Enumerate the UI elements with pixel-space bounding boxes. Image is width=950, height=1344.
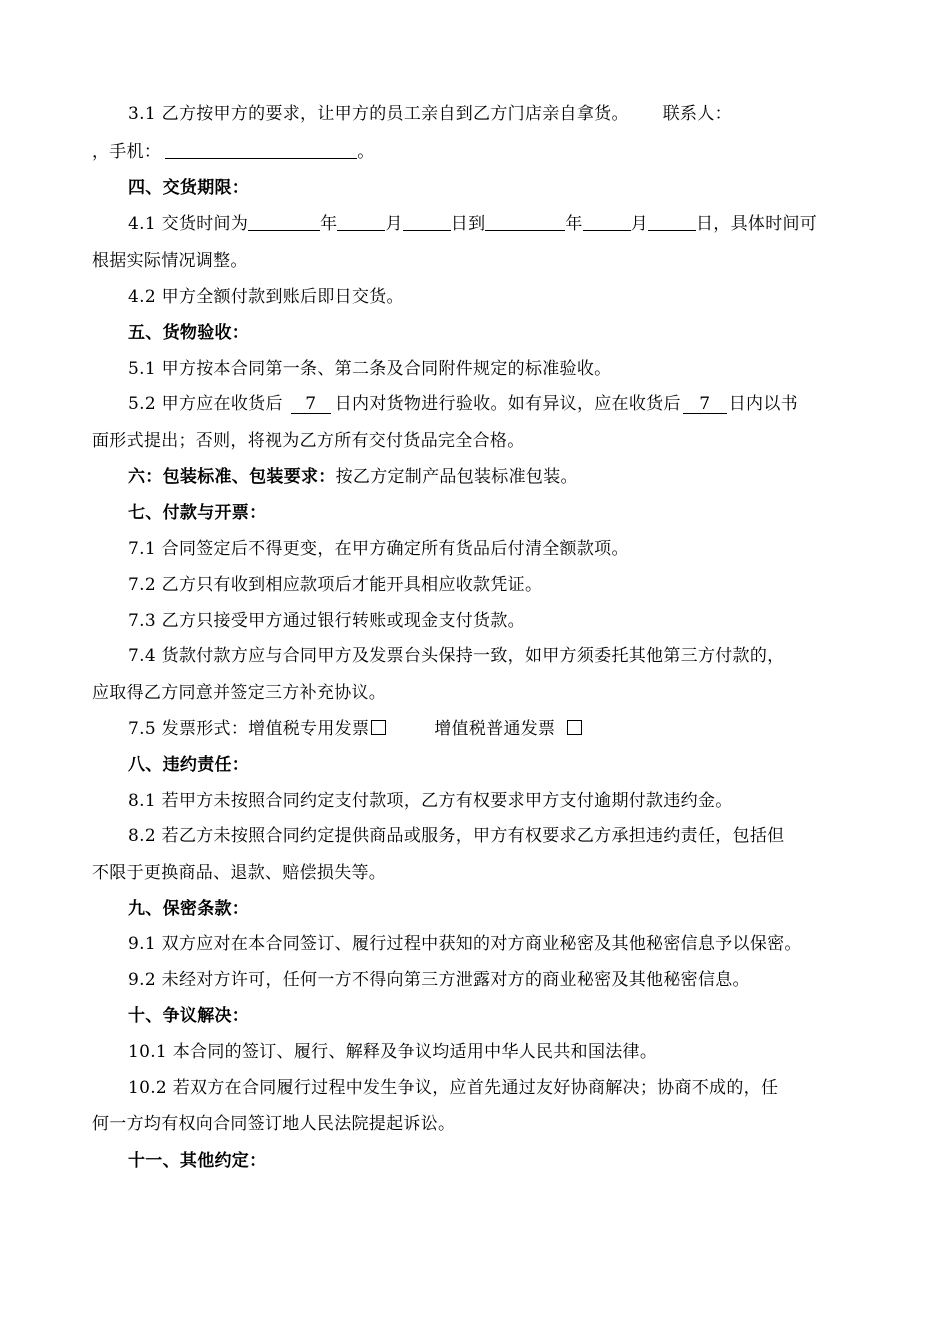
clause-10-2: 10.2 若双方在合同履行过程中发生争议，应首先通过友好协商解决；协商不成的，任: [128, 1078, 779, 1098]
phone-blank[interactable]: [165, 142, 357, 159]
contact-label: 联系人：: [662, 104, 732, 124]
start-day-blank[interactable]: [403, 214, 451, 231]
clause-7-2: 7.2 乙方只有收到相应款项后才能开具相应收款凭证。: [128, 575, 543, 595]
clause-3-1-cont: [92, 142, 950, 162]
invoice-general-label: 增值税普通发票: [434, 719, 556, 739]
month-label: 月: [630, 214, 648, 234]
start-month-blank[interactable]: [337, 214, 385, 231]
clause-8-1: 8.1 若甲方未按照合同约定支付款项，乙方有权要求甲方支付逾期付款违约金。: [128, 791, 733, 811]
clause-8-2-cont: 不限于更换商品、退款、赔偿损失等。: [92, 863, 387, 883]
day-end-label: 日，具体时间可: [696, 214, 818, 234]
clause-5-2-cont: 面形式提出；否则，将视为乙方所有交付货品完全合格。: [92, 431, 525, 451]
clause-4-1-text: 4.1 交货时间为: [128, 214, 249, 234]
day-to-label: 日到: [450, 214, 486, 234]
clause-5-1: 5.1 甲方按本合同第一条、第二条及合同附件规定的标准验收。: [128, 359, 612, 379]
month-label: 月: [385, 214, 403, 234]
clause-7-3: 7.3 乙方只接受甲方通过银行转账或现金支付货款。: [128, 611, 525, 631]
clause-3-1-text: 3.1 乙方按甲方的要求，让甲方的员工亲自到乙方门店亲自拿货。: [128, 104, 629, 124]
clause-7-4-cont: 应取得乙方同意并签定三方补充协议。: [92, 683, 387, 703]
invoice-special-label: 增值税专用发票: [248, 719, 370, 739]
clause-9-2: 9.2 未经对方许可，任何一方不得向第三方泄露对方的商业秘密及其他秘密信息。: [128, 970, 750, 990]
objection-days: 7: [683, 395, 727, 414]
phone-label: ，手机：: [92, 142, 162, 162]
clause-5-2-text-b: 日内对货物进行验收。如有异议，应在收货后: [334, 394, 681, 414]
clause-7-4: 7.4 货款付款方应与合同甲方及发票台头保持一致，如甲方须委托其他第三方付款的，: [128, 646, 785, 666]
inspection-days: 7: [291, 395, 331, 414]
section-11-heading: 十一、其他约定：: [128, 1151, 267, 1171]
section-10-heading: 十、争议解决：: [128, 1006, 250, 1026]
clause-10-1: 10.1 本合同的签订、履行、解释及争议均适用中华人民共和国法律。: [128, 1042, 658, 1062]
clause-5-2-text-c: 日内以书: [728, 394, 798, 414]
end-year-blank[interactable]: [485, 214, 565, 231]
clause-4-1: [128, 214, 950, 234]
clause-7-1: 7.1 合同签定后不得更变，在甲方确定所有货品后付清全额款项。: [128, 539, 629, 559]
invoice-type-label: 7.5 发票形式：: [128, 719, 249, 739]
clause-4-1-cont: 根据实际情况调整。: [92, 251, 248, 271]
year-label: 年: [565, 214, 583, 234]
end-day-blank[interactable]: [648, 214, 696, 231]
clause-9-1: 9.1 双方应对在本合同签订、履行过程中获知的对方商业秘密及其他秘密信息予以保密。: [128, 934, 802, 954]
end-month-blank[interactable]: [583, 214, 631, 231]
section-6: [128, 467, 950, 487]
clause-8-2: 8.2 若乙方未按照合同约定提供商品或服务，甲方有权要求乙方承担违约责任，包括但: [128, 826, 785, 846]
section-8-heading: 八、违约责任：: [128, 755, 250, 775]
clause-4-2: 4.2 甲方全额付款到账后即日交货。: [128, 287, 404, 307]
section-6-text: 按乙方定制产品包装标准包装。: [335, 467, 578, 487]
clause-3-1: [128, 104, 950, 124]
invoice-special-checkbox[interactable]: [371, 720, 386, 735]
clause-5-2: [128, 394, 950, 414]
section-4-heading: 四、交货期限：: [128, 178, 250, 198]
clause-10-2-cont: 何一方均有权向合同签订地人民法院提起诉讼。: [92, 1114, 456, 1134]
section-6-heading: 六：包装标准、包装要求：: [128, 467, 336, 487]
start-year-blank[interactable]: [248, 214, 320, 231]
clause-7-5: [128, 719, 950, 739]
section-5-heading: 五、货物验收：: [128, 323, 250, 343]
clause-5-2-text-a: 5.2 甲方应在收货后: [128, 394, 283, 414]
section-7-heading: 七、付款与开票：: [128, 503, 267, 523]
invoice-general-checkbox[interactable]: [567, 720, 582, 735]
year-label: 年: [320, 214, 338, 234]
section-9-heading: 九、保密条款：: [128, 899, 250, 919]
period: 。: [357, 142, 375, 162]
